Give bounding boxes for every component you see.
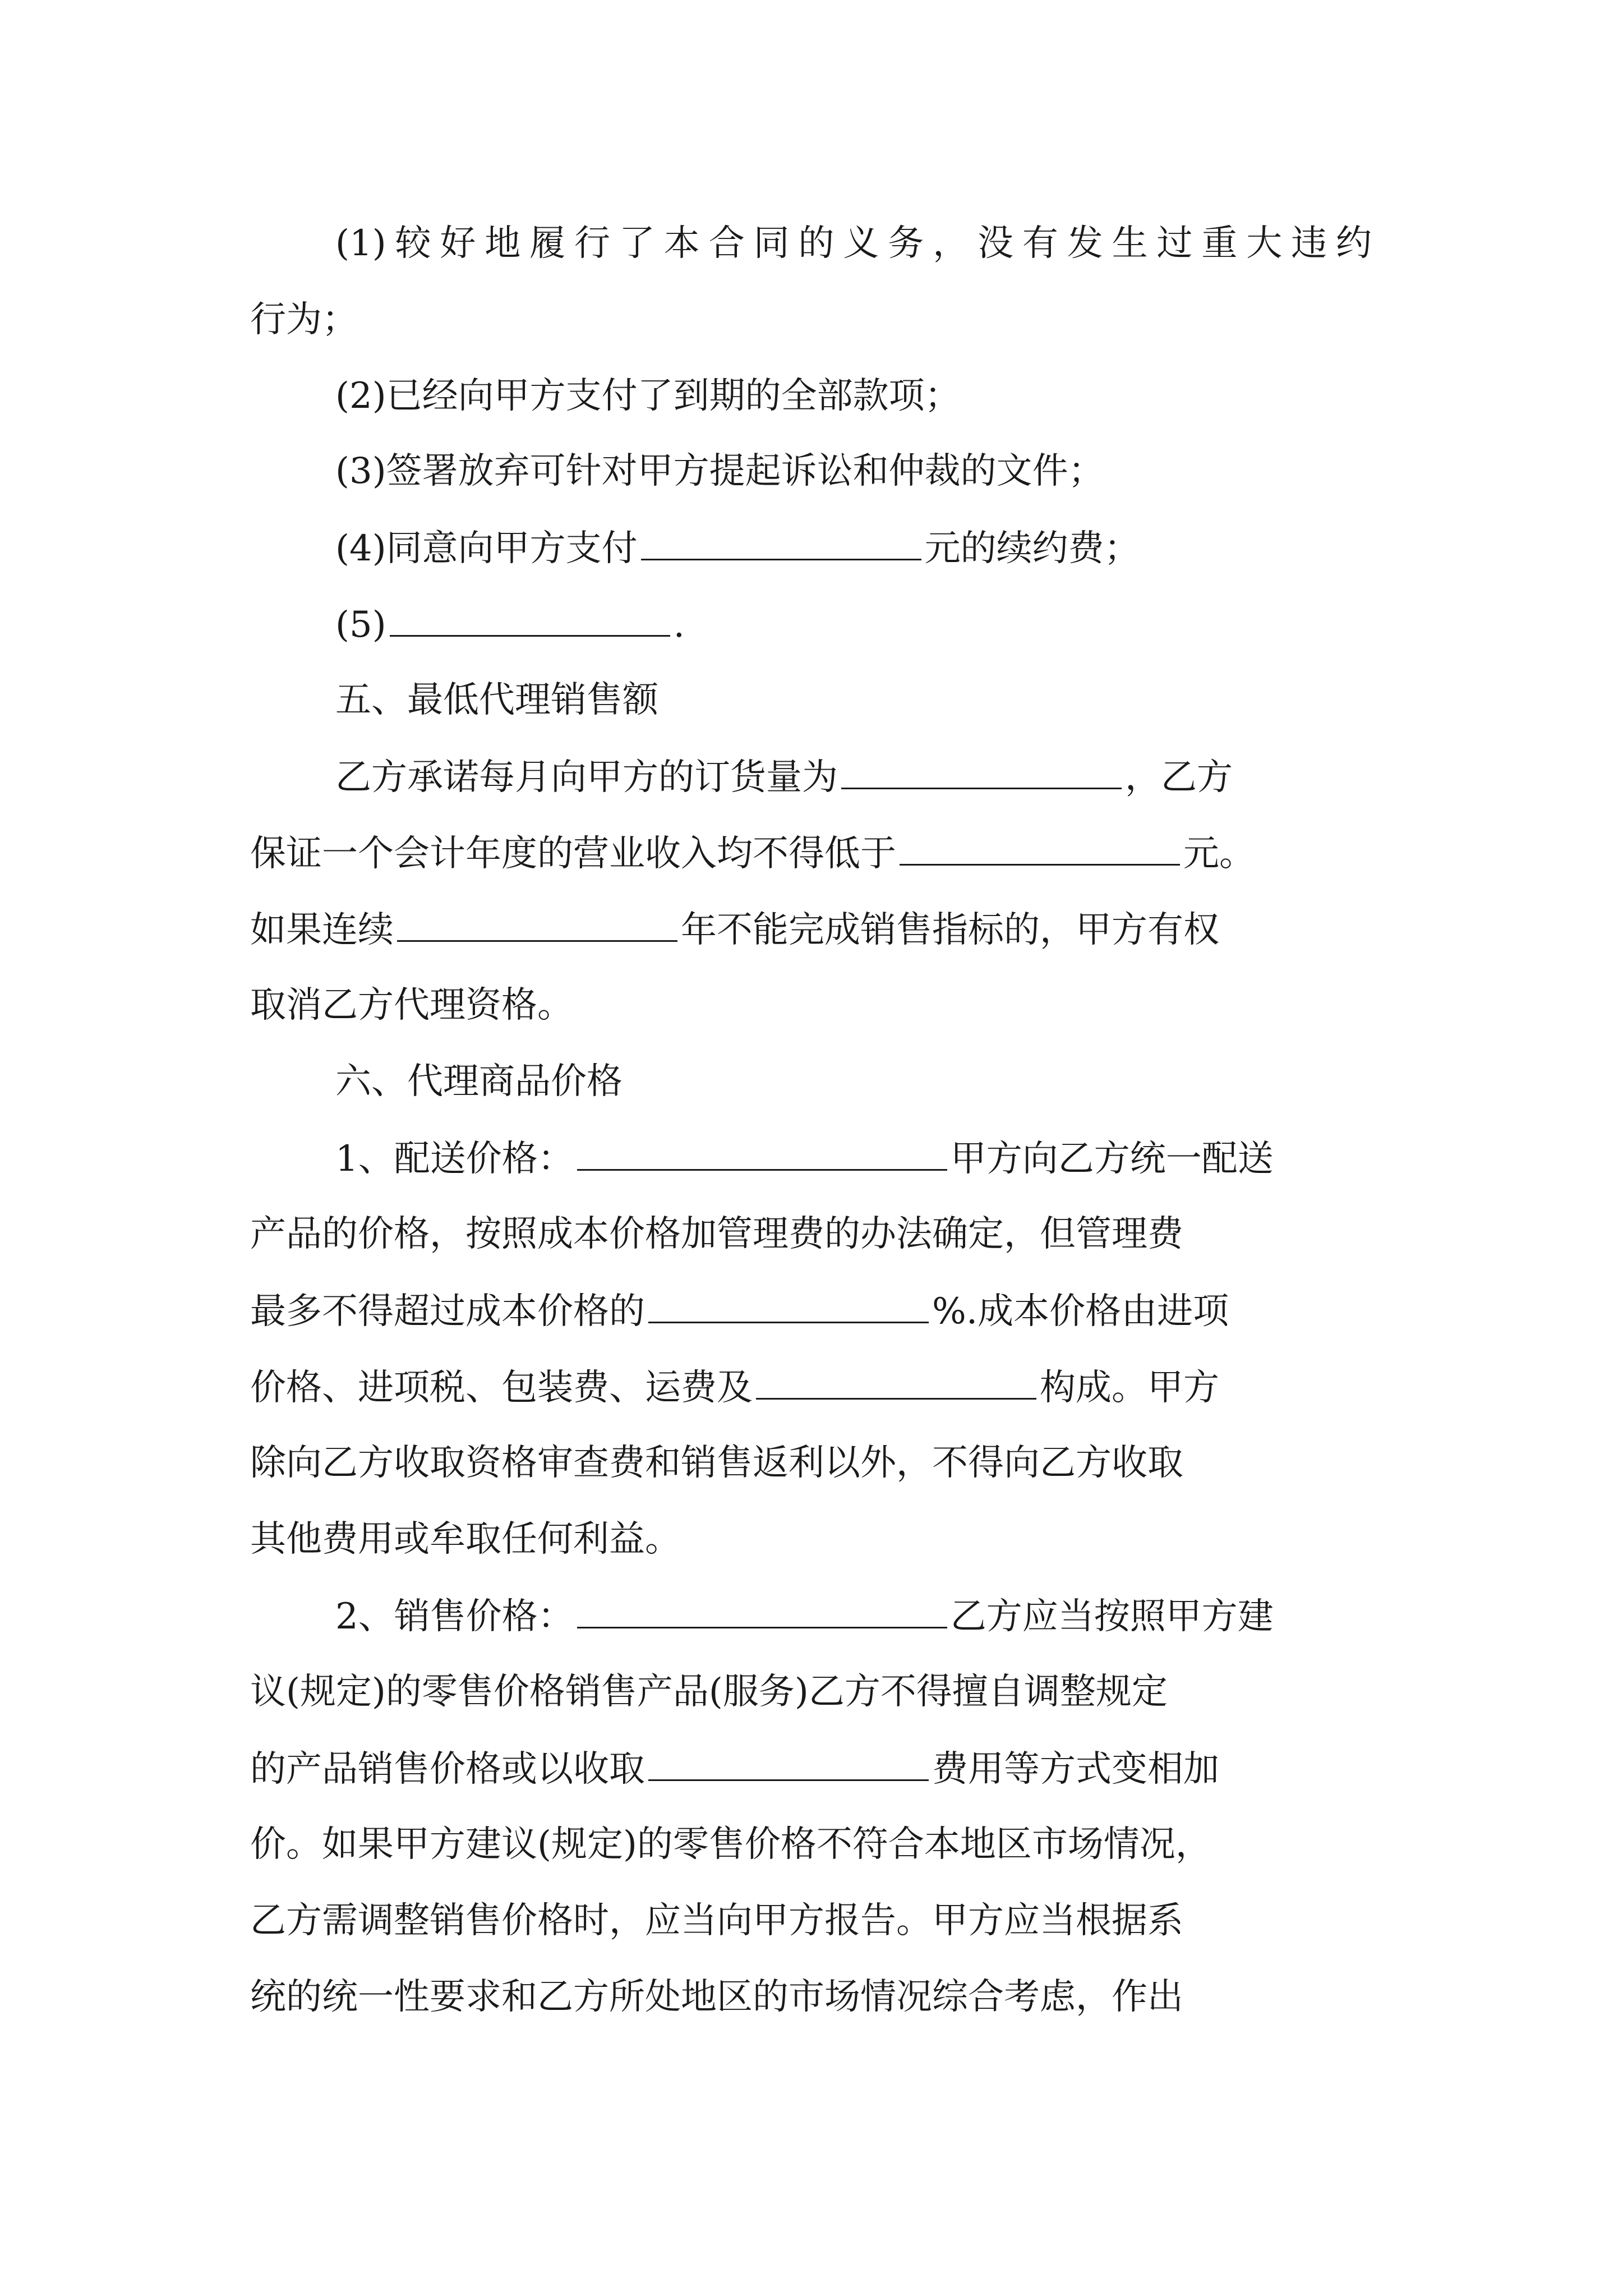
text-line [250, 1749, 1219, 1790]
text-segment: 六、代理商品价格 [335, 1061, 623, 1102]
fill-in-blank[interactable] [648, 1750, 929, 1781]
text-segment: (1)较好地履行了本合同的义务，没有发生过重大违约 [335, 223, 1372, 264]
text-segment: 2、销售价格： [335, 1596, 574, 1637]
fill-in-blank[interactable] [390, 606, 670, 637]
text-segment: 元的续约费； [924, 528, 1140, 569]
text-segment: . [673, 604, 685, 646]
text-segment: 其他费用或牟取任何利益。 [250, 1519, 681, 1560]
text-line [335, 1598, 1274, 1635]
text-line [335, 530, 1140, 567]
text-segment: 甲方向乙方统一配送 [950, 1138, 1274, 1180]
text-line [335, 757, 1233, 798]
text-segment: 的产品销售价格或以收取 [250, 1749, 645, 1790]
text-line [250, 1442, 1183, 1484]
text-segment: 乙方需调整销售价格时，应当向甲方报告。甲方应当根据系 [250, 1900, 1183, 1941]
text-line [250, 223, 1372, 264]
text-line [335, 375, 961, 417]
fill-in-blank[interactable] [641, 530, 921, 560]
text-line [335, 1138, 1274, 1180]
text-segment: 费用等方式变相加 [932, 1749, 1219, 1790]
text-line [250, 1213, 1183, 1255]
text-segment: 价格、进项税、包装费、运费及 [250, 1367, 753, 1409]
text-segment: (3)签署放弃可针对甲方提起诉讼和仲裁的文件； [335, 450, 1104, 492]
text-segment: 五、最低代理销售额 [335, 679, 658, 721]
text-line [250, 1900, 1183, 1941]
text-segment: (2)已经向甲方支付了到期的全部款项； [335, 375, 961, 417]
fill-in-blank[interactable] [900, 835, 1180, 866]
section-heading [335, 1061, 623, 1102]
text-segment: 元。 [1183, 833, 1255, 875]
text-line [250, 1519, 681, 1560]
text-line [250, 1824, 1211, 1865]
text-segment: 乙方承诺每月向甲方的订货量为 [335, 757, 838, 798]
text-segment: 最多不得超过成本价格的 [250, 1291, 645, 1332]
text-segment: 保证一个会计年度的营业收入均不得低于 [250, 833, 896, 875]
fill-in-blank[interactable] [577, 1598, 947, 1628]
text-line [250, 1291, 1229, 1332]
text-segment: ，乙方 [1125, 757, 1233, 798]
text-line [250, 1671, 1168, 1713]
text-segment: 价。如果甲方建议(规定)的零售价格不符合本地区市场情况， [250, 1824, 1211, 1865]
text-segment: %.成本价格由进项 [932, 1291, 1229, 1332]
text-segment: 统的统一性要求和乙方所处地区的市场情况综合考虑，作出 [250, 1976, 1183, 2018]
text-segment: 议(规定)的零售价格销售产品(服务)乙方不得擅自调整规定 [250, 1671, 1168, 1713]
text-segment: (4)同意向甲方支付 [335, 528, 638, 569]
text-line [250, 909, 1219, 951]
text-line [250, 299, 358, 341]
text-segment: 乙方应当按照甲方建 [950, 1596, 1274, 1637]
text-line [250, 1367, 1219, 1409]
text-segment: 如果连续 [250, 909, 394, 951]
text-line [250, 833, 1255, 875]
text-segment: (5) [335, 604, 386, 646]
text-segment: 除向乙方收取资格审查费和销售返利以外，不得向乙方收取 [250, 1442, 1183, 1484]
text-segment: 行为； [250, 299, 358, 341]
text-line [250, 984, 573, 1026]
text-line [335, 450, 1104, 492]
text-line [335, 604, 685, 646]
text-segment: 1、配送价格： [335, 1138, 574, 1180]
text-segment: 年不能完成销售指标的，甲方有权 [681, 909, 1219, 951]
fill-in-blank[interactable] [841, 758, 1122, 789]
fill-in-blank[interactable] [397, 911, 677, 942]
text-line [250, 1976, 1183, 2018]
text-segment: 产品的价格，按照成本价格加管理费的办法确定，但管理费 [250, 1213, 1183, 1255]
text-segment: 构成。甲方 [1040, 1367, 1219, 1409]
fill-in-blank[interactable] [756, 1369, 1036, 1400]
fill-in-blank[interactable] [648, 1292, 929, 1323]
section-heading [335, 679, 658, 721]
fill-in-blank[interactable] [577, 1140, 947, 1171]
text-segment: 取消乙方代理资格。 [250, 984, 573, 1026]
